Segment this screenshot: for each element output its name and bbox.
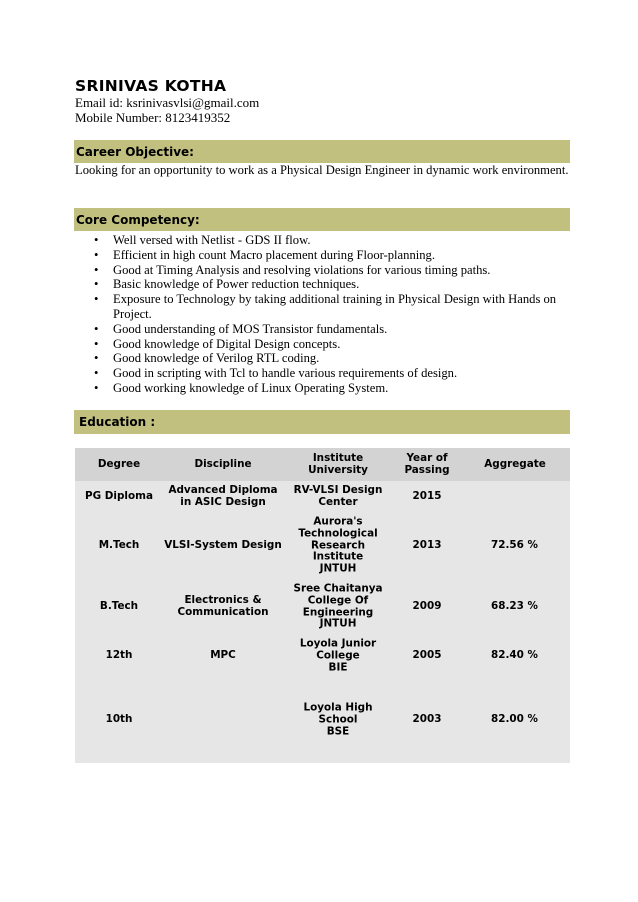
bullet-icon: • xyxy=(94,380,99,395)
list-item xyxy=(95,248,571,263)
competency-text: Good at Timing Analysis and resolving violations for various timing paths. xyxy=(113,262,491,277)
bullet-icon: • xyxy=(94,247,99,262)
row1-discipline-line: in ASIC Design xyxy=(180,496,266,508)
row1-institute-line: RV-VLSI Design xyxy=(293,484,383,497)
list-item xyxy=(95,351,571,366)
row2-aggregate: 72.56 % xyxy=(491,539,538,552)
col-header-year xyxy=(404,453,449,477)
row4-institute-line: College xyxy=(316,649,360,662)
row2-degree: M.Tech xyxy=(98,539,140,552)
bullet-icon: • xyxy=(94,366,99,381)
row2-institute-line: Aurora's xyxy=(313,515,363,528)
list-item xyxy=(95,322,571,337)
row5-institute xyxy=(304,702,373,737)
col-header-institute-line1: Institute xyxy=(312,452,364,465)
list-item xyxy=(95,337,571,352)
career-objective-heading: Career Objective: xyxy=(76,145,194,159)
candidate-name: SRINIVAS KOTHA xyxy=(75,77,227,95)
mobile-line: Mobile Number: 8123419352 xyxy=(75,110,231,125)
row1-institute-line: Center xyxy=(318,496,358,508)
row5-year: 2003 xyxy=(412,713,442,726)
col-header-degree: Degree xyxy=(97,458,141,471)
row4-institute-line: Loyola Junior xyxy=(299,637,377,650)
col-header-year-line2: Passing xyxy=(404,464,450,476)
competency-list xyxy=(95,233,571,396)
education-table xyxy=(75,448,570,763)
bullet-icon: • xyxy=(94,262,99,277)
col-header-discipline: Discipline xyxy=(194,458,252,471)
row4-year: 2005 xyxy=(412,649,442,662)
row3-aggregate: 68.23 % xyxy=(491,600,538,613)
row3-year: 2009 xyxy=(412,600,442,613)
row3-discipline-line: Communication xyxy=(177,606,269,618)
row3-discipline xyxy=(177,595,268,619)
row3-institute xyxy=(293,583,382,630)
row1-degree: PG Diploma xyxy=(85,490,153,503)
row1-discipline xyxy=(168,485,277,509)
row3-institute-line: JNTUH xyxy=(319,617,357,630)
row4-aggregate: 82.40 % xyxy=(491,649,538,662)
row3-discipline-line: Electronics & xyxy=(184,594,262,607)
core-competency-band xyxy=(74,208,570,231)
row3-degree: B.Tech xyxy=(99,600,139,613)
career-objective-text: Looking for an opportunity to work as a Physical Design Engineer in dynamic work environment. xyxy=(75,163,569,177)
competency-text: Well versed with Netlist - GDS II flow. xyxy=(113,233,311,247)
row2-institute-line: Technological xyxy=(298,527,378,540)
list-item xyxy=(95,292,571,322)
row5-degree: 10th xyxy=(105,713,133,726)
row2-institute-line: Research xyxy=(311,539,365,552)
row1-institute xyxy=(294,485,383,509)
core-competency-heading: Core Competency: xyxy=(76,213,200,227)
competency-text: Good knowledge of Digital Design concepts. xyxy=(113,336,341,351)
list-item xyxy=(95,381,571,396)
col-header-institute-line2: University xyxy=(308,464,368,476)
row4-institute xyxy=(300,638,376,673)
col-header-institute xyxy=(308,453,368,477)
row5-institute-line: BSE xyxy=(326,724,350,737)
competency-text: Good in scripting with Tcl to handle various requirements of design. xyxy=(113,366,458,381)
bullet-icon: • xyxy=(94,336,99,351)
col-header-aggregate: Aggregate xyxy=(484,458,546,471)
row4-institute-line: BIE xyxy=(328,660,348,673)
row2-institute-line: JNTUH xyxy=(319,562,357,575)
list-item xyxy=(95,277,571,292)
row1-year: 2015 xyxy=(412,490,442,503)
row5-institute-line: School xyxy=(318,713,358,726)
competency-text: Basic knowledge of Power reduction techniques. xyxy=(113,277,360,292)
education-band xyxy=(74,410,570,434)
row2-institute-line: Institute xyxy=(312,550,364,563)
bullet-icon: • xyxy=(94,277,99,292)
col-header-year-line1: Year of xyxy=(406,452,448,465)
list-item xyxy=(95,233,571,248)
competency-text: Good understanding of MOS Transistor fundamentals. xyxy=(113,321,388,336)
competency-text: Good knowledge of Verilog RTL coding. xyxy=(113,351,320,366)
row4-degree: 12th xyxy=(105,649,133,662)
row5-institute-line: Loyola High xyxy=(303,701,373,714)
bullet-icon: • xyxy=(94,351,99,366)
row1-discipline-line: Advanced Diploma xyxy=(168,484,278,497)
education-heading: Education : xyxy=(79,415,156,429)
career-objective-band xyxy=(74,140,570,163)
row2-discipline: VLSI-System Design xyxy=(164,539,282,552)
row5-aggregate: 82.00 % xyxy=(491,713,538,726)
competency-text: Good working knowledge of Linux Operating System. xyxy=(113,380,389,395)
bullet-icon: • xyxy=(94,233,99,247)
email-line: Email id: ksrinivasvlsi@gmail.com xyxy=(75,95,260,110)
bullet-icon: • xyxy=(94,321,99,336)
row2-year: 2013 xyxy=(412,539,442,552)
bullet-icon: • xyxy=(94,292,99,307)
list-item xyxy=(95,263,571,278)
row3-institute-line: College Of xyxy=(307,594,369,607)
list-item xyxy=(95,366,571,381)
row3-institute-line: Sree Chaitanya xyxy=(293,582,383,595)
row2-institute xyxy=(298,517,377,576)
row3-institute-line: Engineering xyxy=(302,606,374,618)
row4-discipline: MPC xyxy=(210,649,236,662)
competency-text: Efficient in high count Macro placement during Floor-planning. xyxy=(113,247,435,262)
competency-text: Exposure to Technology by taking additional training in Physical Design with Hands on Project. xyxy=(113,292,557,321)
